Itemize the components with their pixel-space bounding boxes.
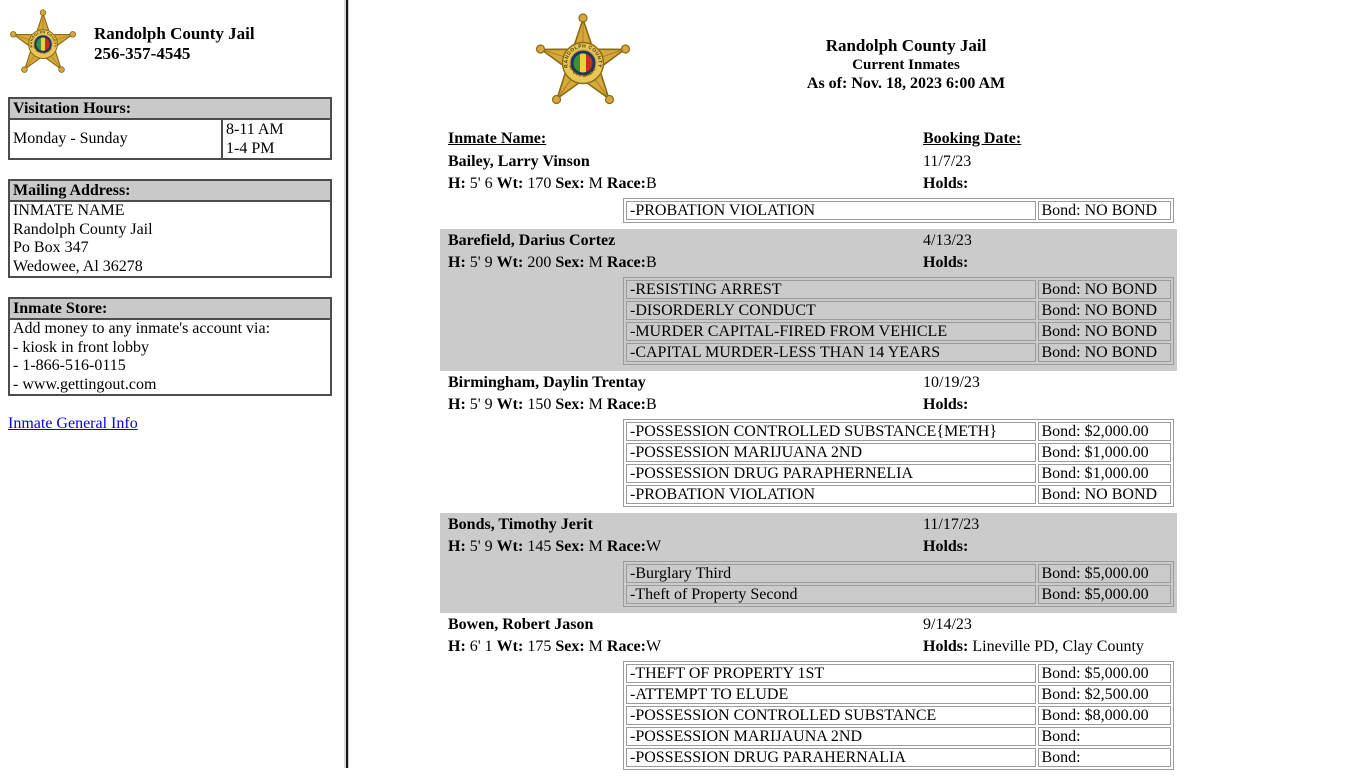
- sidebar: [0, 0, 343, 768]
- charge-description: -POSSESSION CONTROLLED SUBSTANCE{METH}: [626, 422, 1036, 441]
- bond-amount: Bond: $5,000.00: [1038, 664, 1172, 683]
- bond-amount: Bond: NO BOND: [1038, 201, 1172, 220]
- inmate-stats-row: [440, 636, 1177, 658]
- mailing-address-table: [8, 179, 332, 278]
- page-subtitle: Current Inmates: [852, 57, 960, 73]
- charge-description: -Burglary Third: [626, 564, 1036, 583]
- inmate-name-row: [440, 151, 1177, 173]
- inmate-record: [440, 513, 1177, 613]
- holds: Holds:: [923, 254, 969, 271]
- jail-name: Randolph County Jail: [94, 24, 255, 43]
- charge-description: -CAPITAL MURDER-LESS THAN 14 YEARS: [626, 343, 1036, 362]
- charge-description: -POSSESSION DRUG PARAPHERNELIA: [626, 464, 1036, 483]
- charge-description: -POSSESSION CONTROLLED SUBSTANCE: [626, 706, 1036, 725]
- charge-row: [626, 485, 1171, 504]
- bond-amount: Bond: $5,000.00: [1038, 585, 1172, 604]
- visitation-hours-table: [8, 97, 332, 160]
- column-booking-date: Booking Date:: [923, 130, 1022, 147]
- inmate-list: [440, 150, 1177, 776]
- charge-description: -PROBATION VIOLATION: [626, 485, 1036, 504]
- booking-date: 10/19/23: [923, 374, 980, 391]
- inmate-stats: H: 5' 9 Wt: 200 Sex: M Race:B: [448, 254, 657, 271]
- inmate-store-line: - kiosk in front lobby: [13, 338, 149, 356]
- inmate-name-row: [440, 514, 1177, 536]
- visitation-days: Monday - Sunday: [9, 119, 222, 159]
- charges-table: [623, 419, 1174, 507]
- charge-description: -DISORDERLY CONDUCT: [626, 301, 1036, 320]
- charge-description: -THEFT OF PROPERTY 1ST: [626, 664, 1036, 683]
- charge-description: -RESISTING ARREST: [626, 280, 1036, 299]
- booking-date: 9/14/23: [923, 616, 972, 633]
- jail-phone: 256-357-4545: [94, 44, 191, 63]
- inmate-roster: [440, 126, 1177, 776]
- bond-amount: Bond: NO BOND: [1038, 485, 1172, 504]
- charges-table: [623, 661, 1174, 770]
- column-inmate-name: Inmate Name:: [448, 130, 547, 147]
- charge-description: -PROBATION VIOLATION: [626, 201, 1036, 220]
- charge-row: [626, 343, 1171, 362]
- inmate-store-table: [8, 297, 332, 396]
- charge-row: [626, 706, 1171, 725]
- mailing-address-line: Po Box 347: [13, 239, 89, 256]
- mailing-address-line: INMATE NAME: [13, 202, 125, 219]
- booking-date: 4/13/23: [923, 232, 972, 249]
- inmate-name: Barefield, Darius Cortez: [448, 232, 616, 249]
- mailing-address-line: Wedowee, Al 36278: [13, 257, 143, 275]
- as-of-timestamp: As of: Nov. 18, 2023 6:00 AM: [806, 75, 1006, 92]
- main-content: [350, 0, 1366, 768]
- charge-row: [626, 422, 1171, 441]
- inmate-name: Bowen, Robert Jason: [448, 616, 594, 633]
- inmate-store-header: Inmate Store:: [9, 298, 331, 319]
- charge-row: [626, 664, 1171, 683]
- inmate-record: [440, 150, 1177, 229]
- charge-row: [626, 585, 1171, 604]
- inmate-name-row: [440, 614, 1177, 636]
- inmate-store-line: - www.gettingout.com: [13, 375, 157, 393]
- charge-row: [626, 685, 1171, 704]
- booking-date: 11/17/23: [923, 516, 980, 533]
- main-header: [350, 0, 1366, 126]
- mailing-address-header: Mailing Address:: [9, 180, 331, 201]
- mailing-address-lines: [9, 201, 331, 277]
- inmate-name-row: [440, 372, 1177, 394]
- inmate-stats-row: [440, 173, 1177, 195]
- inmate-name-row: [440, 230, 1177, 252]
- charge-row: [626, 443, 1171, 462]
- inmate-stats: H: 6' 1 Wt: 175 Sex: M Race:W: [448, 638, 662, 655]
- charge-row: [626, 301, 1171, 320]
- charge-row: [626, 564, 1171, 583]
- bond-amount: Bond: NO BOND: [1038, 343, 1172, 362]
- inmate-stats-row: [440, 536, 1177, 558]
- sheriff-badge-icon: [8, 6, 78, 78]
- inmate-stats: H: 5' 6 Wt: 170 Sex: M Race:B: [448, 175, 657, 192]
- charge-description: -Theft of Property Second: [626, 585, 1036, 604]
- roster-column-headers: [440, 126, 1177, 150]
- bond-amount: Bond: $2,000.00: [1038, 422, 1172, 441]
- holds: Holds:: [923, 538, 969, 555]
- charge-row: [626, 201, 1171, 220]
- page-title: Randolph County Jail: [825, 36, 987, 55]
- visitation-hours-header: Visitation Hours:: [9, 98, 331, 119]
- inmate-store-line: - 1-866-516-0115: [13, 357, 126, 374]
- bond-amount: Bond: NO BOND: [1038, 301, 1172, 320]
- bond-amount: Bond: $2,500.00: [1038, 685, 1172, 704]
- inmate-general-info-link[interactable]: Inmate General Info: [8, 415, 138, 432]
- visitation-times: [222, 119, 331, 159]
- charge-row: [626, 748, 1171, 767]
- bond-amount: Bond: NO BOND: [1038, 280, 1172, 299]
- bond-amount: Bond:: [1038, 727, 1172, 746]
- charge-description: -ATTEMPT TO ELUDE: [626, 685, 1036, 704]
- booking-date: 11/7/23: [923, 153, 972, 170]
- charge-row: [626, 727, 1171, 746]
- bond-amount: Bond:: [1038, 748, 1172, 767]
- charges-table: [623, 561, 1174, 607]
- charges-table: [623, 277, 1174, 365]
- visitation-time: 8-11 AM: [226, 121, 284, 138]
- inmate-stats: H: 5' 9 Wt: 145 Sex: M Race:W: [448, 538, 662, 555]
- inmate-store-line: Add money to any inmate's account via:: [13, 320, 271, 337]
- inmate-name: Bonds, Timothy Jerit: [448, 516, 593, 533]
- bond-amount: Bond: $5,000.00: [1038, 564, 1172, 583]
- bond-amount: Bond: $1,000.00: [1038, 464, 1172, 483]
- charge-row: [626, 280, 1171, 299]
- inmate-name: Birmingham, Daylin Trentay: [448, 374, 646, 391]
- inmate-record: [440, 613, 1177, 776]
- visitation-time: 1-4 PM: [226, 140, 275, 157]
- frame-divider: [343, 0, 350, 768]
- charge-description: -MURDER CAPITAL-FIRED FROM VEHICLE: [626, 322, 1036, 341]
- sheriff-badge-icon: [533, 8, 633, 112]
- charge-description: -POSSESSION MARIJAUNA 2ND: [626, 727, 1036, 746]
- inmate-stats-row: [440, 394, 1177, 416]
- charge-description: -POSSESSION DRUG PARAHERNALIA: [626, 748, 1036, 767]
- inmate-stats: H: 5' 9 Wt: 150 Sex: M Race:B: [448, 396, 657, 413]
- inmate-record: [440, 371, 1177, 513]
- charges-table: [623, 198, 1174, 223]
- mailing-address-line: Randolph County Jail: [13, 220, 153, 238]
- charge-row: [626, 464, 1171, 483]
- inmate-record: [440, 229, 1177, 371]
- holds: Holds: Lineville PD, Clay County: [923, 638, 1144, 655]
- bond-amount: Bond: NO BOND: [1038, 322, 1172, 341]
- charge-description: -POSSESSION MARIJUANA 2ND: [626, 443, 1036, 462]
- holds: Holds:: [923, 175, 969, 192]
- sidebar-header: [8, 8, 334, 78]
- holds: Holds:: [923, 396, 969, 413]
- charge-row: [626, 322, 1171, 341]
- bond-amount: Bond: $8,000.00: [1038, 706, 1172, 725]
- inmate-name: Bailey, Larry Vinson: [448, 153, 590, 170]
- bond-amount: Bond: $1,000.00: [1038, 443, 1172, 462]
- inmate-stats-row: [440, 252, 1177, 274]
- inmate-store-lines: [9, 319, 331, 395]
